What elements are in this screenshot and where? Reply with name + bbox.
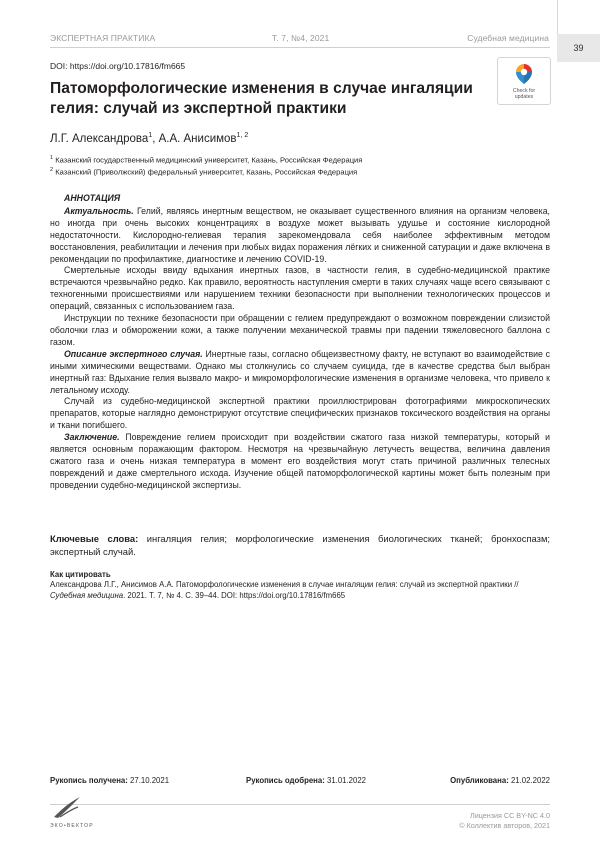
check-for-updates-icon [514,62,534,86]
page-number: 39 [557,34,600,62]
header-issue: Т. 7, №4, 2021 [272,33,330,43]
affiliation-mark: 1 [50,155,54,161]
published-date [450,776,550,785]
paragraph-text: Инертные газы, согласно общеизвестному факту, не вступают во взаимодействие с иными химическими веществами. Однако мы столкнулись со случаем суицида, где в качестве средства был выбран инертный газ: Вдыхание гелия вызвало макро- и микроморфологические изменения в организме человека, что привело к летальному исходу. [50,348,550,395]
author-affiliation-mark: 1, 2 [236,132,249,139]
citation [50,580,550,602]
approved-label: Рукопись одобрена: [246,776,325,785]
license-link[interactable]: Лицензия CC BY-NC 4.0 [469,811,550,820]
paragraph-text: Случай из судебно-медицинской экспертной практики проиллюстрирован фотографиями микроскопических препаратов, которые наглядно демонстрируют отсутствие специфических признаков токсического воздействия на органы и ткани погибшего. [50,396,550,431]
header-section: Судебная медицина [467,33,549,43]
received-date [50,776,169,785]
abstract-paragraph [50,349,550,397]
abstract-heading: АННОТАЦИЯ [64,193,121,203]
header-journal: ЭКСПЕРТНАЯ ПРАКТИКА [50,33,156,43]
paragraph-text: Повреждение гелием происходит при воздействии сжатого газа низкой температуры, который и является основным поражающим фактором. Несмотря на чрезвычайную летучесть вещества, величина давления сжатого газа и очень низкая температура в момент его воздействия могут стать причиной различных телесных повреждений и даже смертельного исхода. Изучение общей патоморфологической картины может быть полезным при проведении судебно-медицинской экспертизы. [50,432,550,490]
footer-rule [50,804,550,805]
badge-line-1: Check for [512,88,536,94]
affiliation-mark: 2 [50,167,54,173]
page-tab-divider [557,0,558,34]
header-rule [50,47,550,48]
received-value: 27.10.2021 [127,776,170,785]
paragraph-lead: Заключение. [64,432,120,443]
published-label: Опубликована: [450,776,509,785]
received-label: Рукопись получена: [50,776,128,785]
author-name: А.А. Анисимов [158,132,237,145]
author-affiliation-mark: 1 [148,132,153,139]
abstract-paragraph [50,265,550,313]
abstract-paragraph [50,432,550,492]
published-value: 21.02.2022 [508,776,550,785]
keywords-text: ингаляция гелия; морфологические изменения биологических тканей; бронхоспазм; экспертный случай. [50,533,550,557]
publisher-logo-icon [50,795,84,821]
doi-link[interactable]: DOI: https://doi.org/10.17816/fm665 [50,61,186,71]
publisher-logo-text: ЭКО•ВЕКТОР [50,823,94,829]
paragraph-text: Инструкции по технике безопасности при обращении с гелием предупреждают о возможном повреждении слизистой оболочки глаз и обморожении кожи, а также получении механической травмы при падении тяжеловесного баллона с газом. [50,313,550,347]
keywords-label: Ключевые слова: [50,533,139,544]
keywords [50,533,550,558]
affiliation [50,155,362,165]
author-separator: , [152,132,159,145]
authors [50,132,248,145]
citation-text-end: . 2021. Т. 7, № 4. С. 39–44. DOI: https://doi.org/10.17816/fm665 [123,590,346,600]
approved-value: 31.01.2022 [324,776,367,785]
article-title: Патоморфологические изменения в случае ингаляции гелия: случай из экспертной практики [50,80,473,117]
paragraph-lead: Описание экспертного случая. [64,348,203,359]
paragraph-text: Смертельные исходы ввиду вдыхания инертных газов, в частности гелия, в судебно-медицинской практике встречаются чрезвычайно редко. Как правило, вероятность наступления смерти в таких случаях чаще всего связывают с техногенными происшествиями или нарушением техники безопасности при выполнении технологических процессов и операций, связанных с использованием газа. [50,265,550,312]
abstract-paragraph [50,313,550,349]
badge-line-2: updates [514,94,534,100]
copyright: © Коллектив авторов, 2021 [459,821,550,830]
affiliation-text: Казанский (Приволжский) федеральный университет, Казань, Российская Федерация [55,167,358,177]
author-name: Л.Г. Александрова [50,132,149,145]
affiliation-text: Казанский государственный медицинский университет, Казань, Российская Федерация [55,155,363,165]
citation-journal: Судебная медицина [50,590,124,600]
check-for-updates-badge[interactable] [497,57,551,105]
approved-date [246,776,366,785]
paragraph-lead: Актуальность. [64,205,134,216]
citation-heading: Как цитировать [50,570,111,579]
abstract [50,193,550,492]
affiliation [50,167,357,177]
abstract-paragraph [50,206,550,266]
abstract-paragraph [50,396,550,432]
citation-text: Александрова Л.Г., Анисимов А.А. Патоморфологические изменения в случае ингаляции гелия: случай из экспертной практики // [50,580,519,589]
paragraph-text: Гелий, являясь инертным веществом, не оказывает существенного влияния на организм человека, но иногда при очень высоких концентрациях в воздухе может вызывать удушье и состояние кислородной недостаточности. Кислородно-гелиевая терапия зарекомендовала себя наиболее эффективным методом восстановления, реабилитации и лечения при любых видах поражения лёгких и сниженной сатурации и даже включена в рекомендации по профилактике, диагностике и лечению COVID-19. [50,205,550,264]
